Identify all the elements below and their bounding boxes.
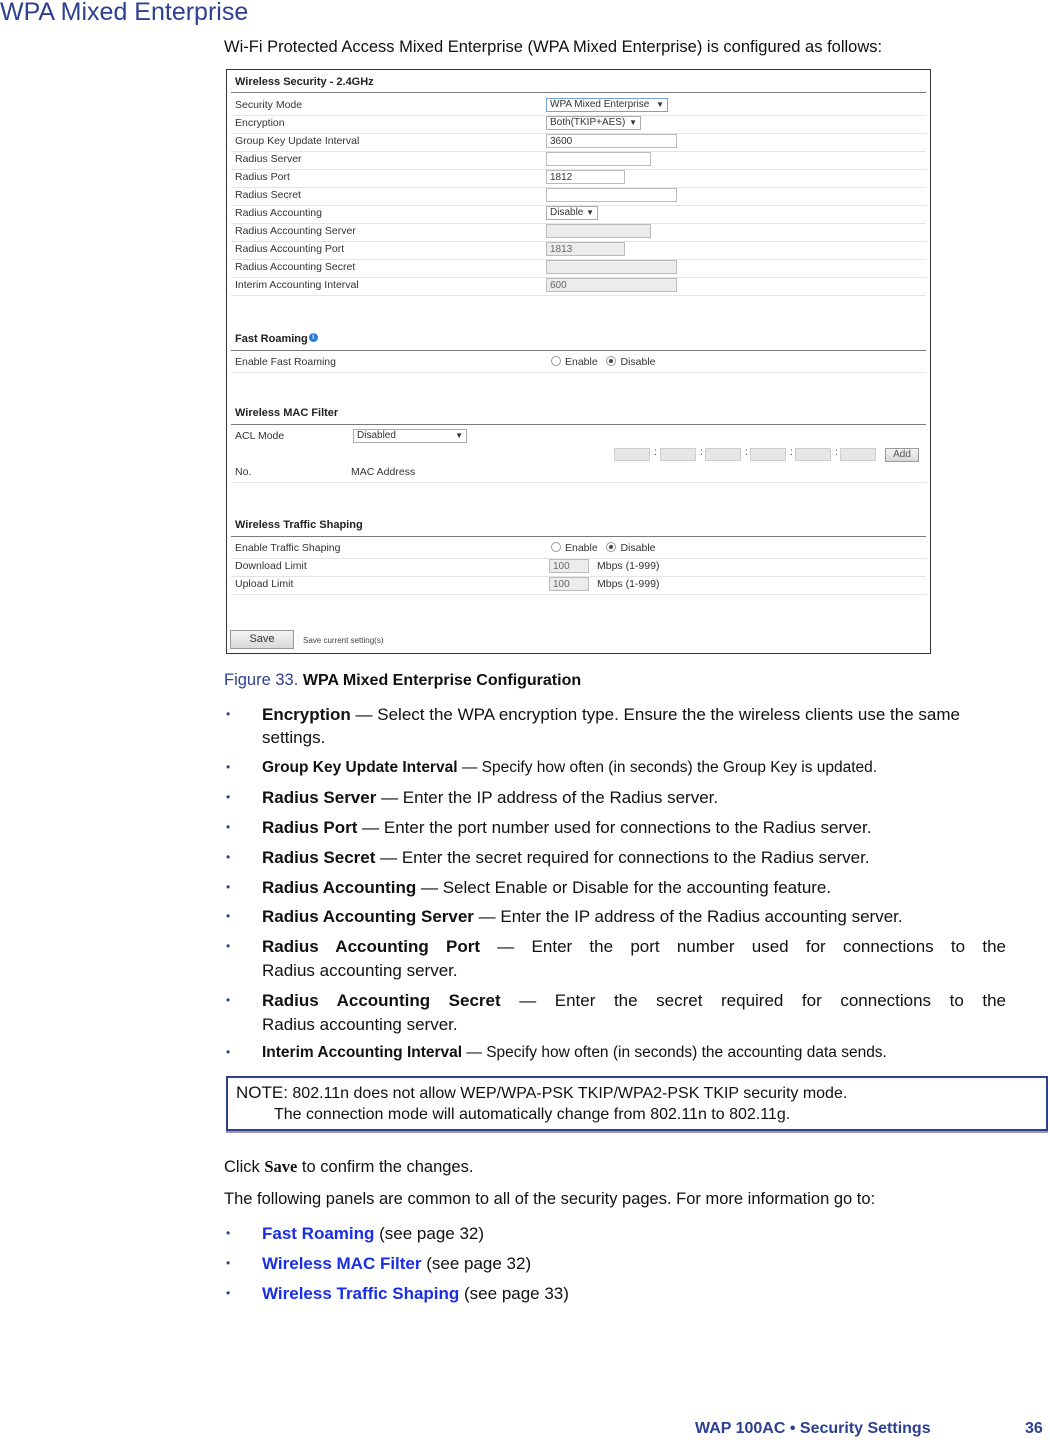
- row-interim-interval: [231, 277, 926, 296]
- save-hint: Save current setting(s): [303, 636, 384, 645]
- bullet-encryption: • Encryption — Select the WPA encryption type. Ensure the the wireless clients use the same settings.: [226, 705, 960, 747]
- section-fast-roaming: Fast Roaming i: [235, 333, 318, 345]
- radius-accounting-select[interactable]: Disable ▼: [546, 206, 598, 220]
- bullet-accounting-server: • Radius Accounting Server — Enter the IP address of the Radius accounting server.: [226, 907, 903, 926]
- radius-server-input[interactable]: [546, 152, 651, 166]
- radius-server-label: Radius Server: [235, 153, 302, 165]
- row-traffic-shaping: [231, 540, 926, 559]
- accounting-server-input: [546, 224, 651, 238]
- row-accounting-port: [231, 241, 926, 260]
- intro-text: Wi-Fi Protected Access Mixed Enterprise (WPA Mixed Enterprise) is configured as follows:: [224, 38, 883, 56]
- common-panels-text: The following panels are common to all of the security pages. For more information go to:: [224, 1190, 876, 1208]
- info-icon[interactable]: i: [309, 333, 318, 342]
- encryption-select[interactable]: Both(TKIP+AES) ▼: [546, 116, 641, 130]
- row-accounting-secret: [231, 259, 926, 278]
- fast-roaming-radios: Enable Disable: [551, 356, 656, 368]
- bullet-radius-server: • Radius Server — Enter the IP address of the Radius server.: [226, 788, 719, 807]
- radius-port-input[interactable]: 1812: [546, 170, 625, 184]
- bullet-interim-interval: • Interim Accounting Interval — Specify how often (in seconds) the accounting data sends.: [226, 1044, 887, 1061]
- page-number: 36: [1025, 1420, 1043, 1437]
- row-mac-header: [231, 464, 926, 483]
- link-item-traffic-shaping: • Wireless Traffic Shaping (see page 33): [226, 1284, 569, 1303]
- no-column-label: No.: [235, 466, 252, 478]
- accounting-secret-input: [546, 260, 677, 274]
- accounting-server-label: Radius Accounting Server: [235, 225, 356, 237]
- mac-address-column-label: MAC Address: [351, 466, 416, 478]
- add-mac-button: Add: [885, 448, 919, 462]
- radius-port-label: Radius Port: [235, 171, 290, 183]
- traffic-shaping-label: Enable Traffic Shaping: [235, 542, 341, 554]
- download-limit-input: 100: [549, 559, 589, 573]
- mac-octet-input: [750, 448, 786, 461]
- section-divider: [231, 536, 926, 537]
- save-button[interactable]: Save: [230, 630, 294, 649]
- accounting-port-input: 1813: [546, 242, 625, 256]
- chevron-down-icon: ▼: [586, 208, 594, 217]
- fast-roaming-disable-radio[interactable]: [606, 356, 616, 366]
- row-radius-port: [231, 169, 926, 188]
- row-download-limit: [231, 558, 926, 577]
- chevron-down-icon: ▼: [656, 100, 664, 109]
- row-upload-limit: [231, 576, 926, 595]
- upload-limit-input: 100: [549, 577, 589, 591]
- traffic-enable-radio[interactable]: [551, 542, 561, 552]
- fast-roaming-enable-radio[interactable]: [551, 356, 561, 366]
- row-fast-roaming: [231, 354, 926, 373]
- traffic-shaping-link[interactable]: Wireless Traffic Shaping: [262, 1284, 460, 1303]
- section-divider: [231, 350, 926, 351]
- row-acl-mode: [231, 428, 926, 446]
- page-title: WPA Mixed Enterprise: [0, 0, 249, 26]
- mac-octet-input: [795, 448, 831, 461]
- note-label: NOTE:: [236, 1083, 288, 1102]
- accounting-secret-label: Radius Accounting Secret: [235, 261, 356, 273]
- chevron-down-icon: ▼: [455, 431, 463, 440]
- section-mac-filter: Wireless MAC Filter: [235, 407, 339, 419]
- row-group-key: [231, 133, 926, 152]
- acl-mode-select[interactable]: Disabled ▼: [353, 429, 467, 443]
- group-key-label: Group Key Update Interval: [235, 135, 360, 147]
- radius-accounting-label: Radius Accounting: [235, 207, 322, 219]
- bullet-accounting-port: • Radius Accounting Port — Enter the port number used for connections to the Radius accounting server.: [226, 937, 1006, 980]
- config-screenshot: [226, 69, 931, 654]
- row-radius-secret: [231, 187, 926, 206]
- fast-roaming-link[interactable]: Fast Roaming: [262, 1224, 375, 1243]
- bullet-accounting-secret: • Radius Accounting Secret — Enter the secret required for connections to the Radius accounting server.: [226, 991, 1006, 1034]
- note-box: NOTE: 802.11n does not allow WEP/WPA-PSK TKIP/WPA2-PSK TKIP security mode. The connection mode will automatically change from 802.11n to 802.11g.: [226, 1076, 1048, 1131]
- link-item-fast-roaming: • Fast Roaming (see page 32): [226, 1224, 485, 1243]
- section-traffic-shaping: Wireless Traffic Shaping: [235, 519, 363, 531]
- interim-interval-label: Interim Accounting Interval: [235, 279, 359, 291]
- upload-limit-label: Upload Limit: [235, 578, 294, 590]
- section-divider: [231, 92, 926, 93]
- page-footer: WAP 100AC • Security Settings: [695, 1420, 931, 1437]
- security-mode-select[interactable]: WPA Mixed Enterprise ▼: [546, 98, 668, 112]
- click-save-text: Click Save to confirm the changes.: [224, 1157, 474, 1176]
- group-key-input[interactable]: 3600: [546, 134, 677, 148]
- section-divider: [231, 424, 926, 425]
- encryption-label: Encryption: [235, 117, 285, 129]
- row-mac-entry: : : : : : Add: [231, 446, 926, 464]
- mac-octet-input: [660, 448, 696, 461]
- row-accounting-server: [231, 223, 926, 242]
- radius-secret-input[interactable]: [546, 188, 677, 202]
- traffic-disable-radio[interactable]: [606, 542, 616, 552]
- mac-octet-input: [614, 448, 650, 461]
- mac-filter-link[interactable]: Wireless MAC Filter: [262, 1254, 422, 1273]
- section-wireless-security: Wireless Security - 2.4GHz: [235, 76, 374, 88]
- row-radius-server: [231, 151, 926, 170]
- interim-interval-input: 600: [546, 278, 677, 292]
- radius-secret-label: Radius Secret: [235, 189, 301, 201]
- bullet-radius-accounting: • Radius Accounting — Select Enable or Disable for the accounting feature.: [226, 878, 832, 897]
- row-radius-accounting: [231, 205, 926, 224]
- download-limit-label: Download Limit: [235, 560, 307, 572]
- row-encryption: [231, 115, 926, 134]
- bullet-radius-secret: • Radius Secret — Enter the secret required for connections to the Radius server.: [226, 848, 870, 867]
- chevron-down-icon: ▼: [629, 118, 637, 127]
- upload-unit-label: Mbps (1-999): [597, 578, 660, 590]
- row-security-mode: [231, 97, 926, 116]
- traffic-shaping-radios: Enable Disable: [551, 542, 656, 554]
- bullet-group-key: • Group Key Update Interval — Specify how often (in seconds) the Group Key is updated.: [226, 759, 878, 776]
- accounting-port-label: Radius Accounting Port: [235, 243, 345, 255]
- figure-caption: Figure 33. WPA Mixed Enterprise Configuration: [224, 671, 582, 689]
- security-mode-label: Security Mode: [235, 99, 303, 111]
- fast-roaming-label: Enable Fast Roaming: [235, 356, 336, 368]
- mac-octet-input: [840, 448, 876, 461]
- mac-octet-input: [705, 448, 741, 461]
- bullet-radius-port: • Radius Port — Enter the port number used for connections to the Radius server.: [226, 818, 872, 837]
- acl-mode-label: ACL Mode: [235, 430, 285, 442]
- link-item-mac-filter: • Wireless MAC Filter (see page 32): [226, 1254, 532, 1273]
- download-unit-label: Mbps (1-999): [597, 560, 660, 572]
